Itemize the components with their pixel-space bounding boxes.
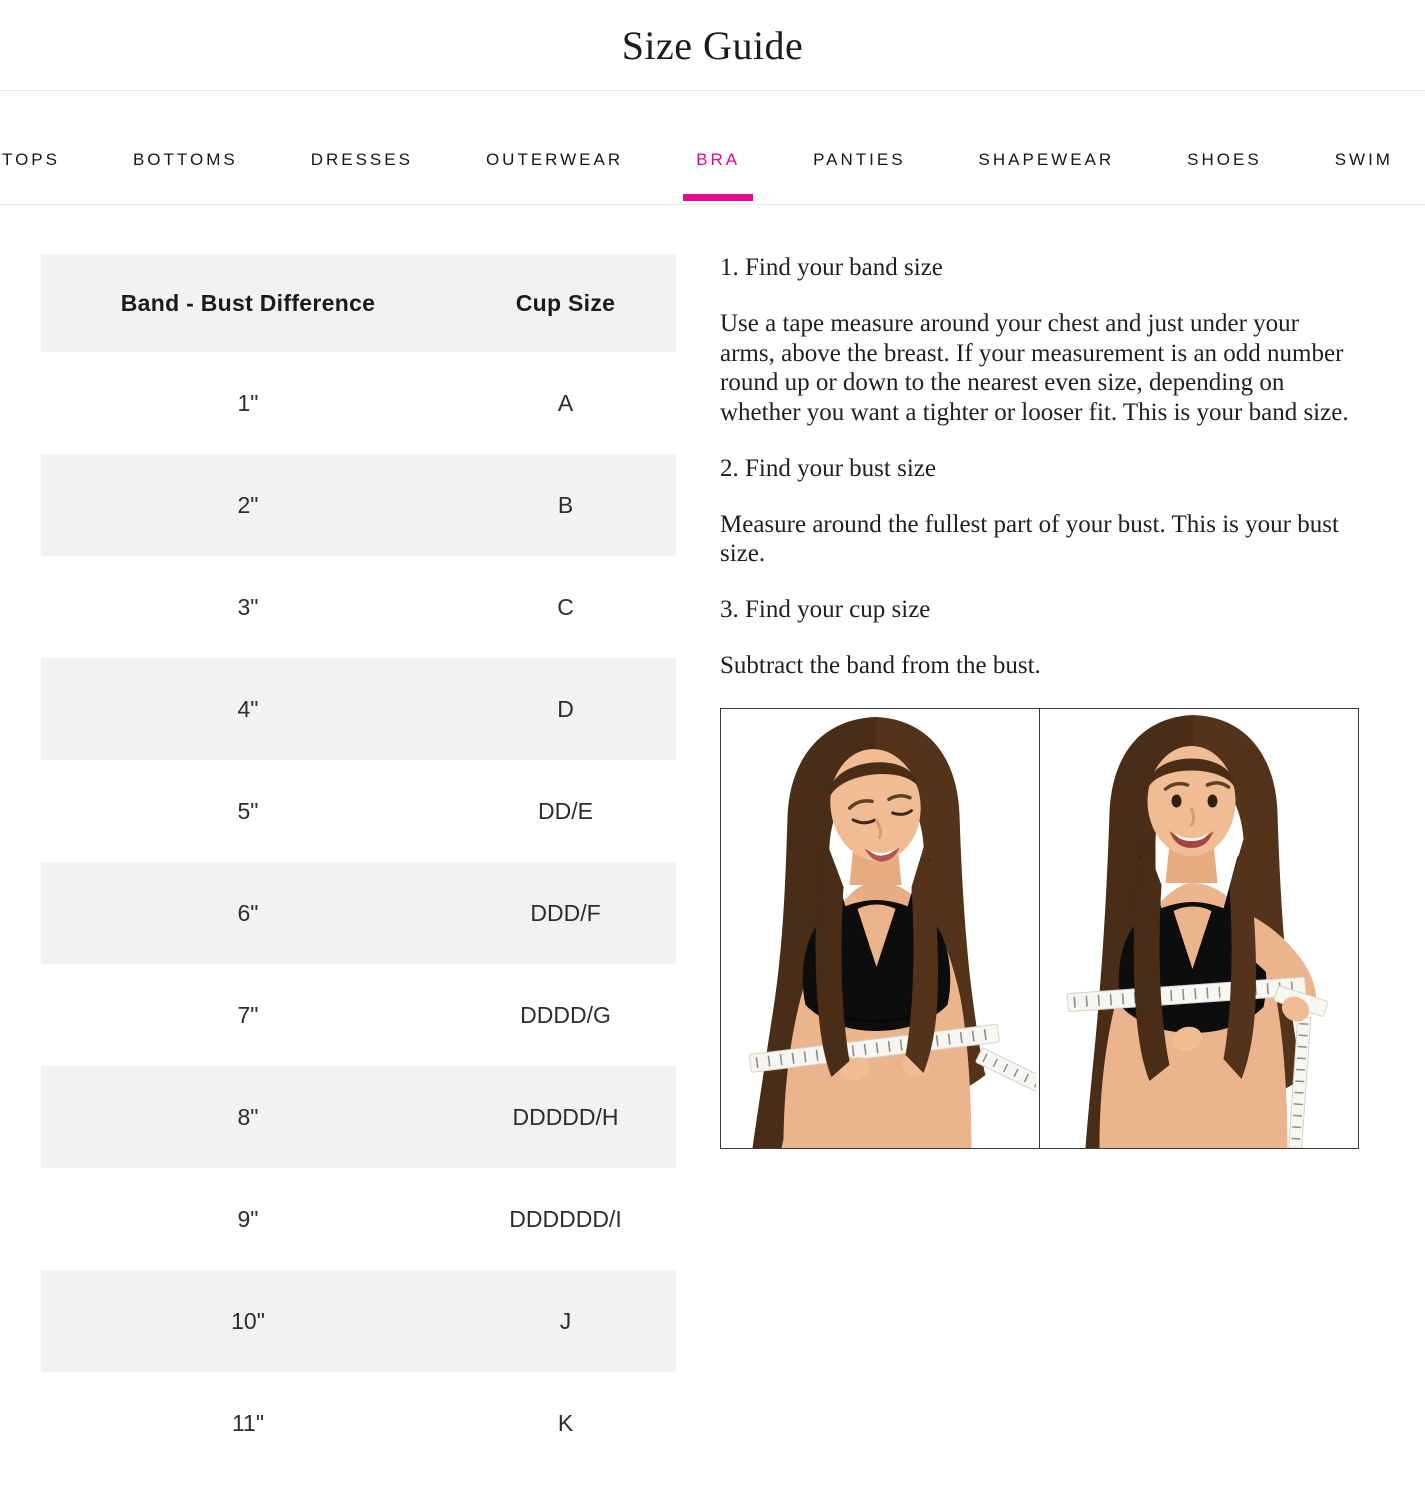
cup-size-cell: A: [557, 389, 574, 416]
size-guide-content: [0, 205, 1425, 1474]
size-guide-header: [0, 0, 1425, 91]
band-bust-difference-cell: 1": [237, 389, 259, 416]
instruction-step-heading: 3. Find your cup size: [720, 596, 931, 623]
size-row: [41, 1066, 676, 1168]
tab-label: SHAPEWEAR: [978, 149, 1115, 169]
tab-tops[interactable]: [2, 115, 60, 204]
band-bust-difference-cell: 7": [237, 1001, 259, 1028]
tab-label: TOPS: [2, 149, 60, 169]
table-header-row: [41, 254, 676, 352]
cup-size-cell: J: [559, 1307, 572, 1334]
tab-swim[interactable]: [1335, 115, 1393, 204]
page-title: Size Guide: [621, 22, 804, 68]
photo-bust-measurement: [1043, 709, 1358, 1148]
cup-size-cell: DD/E: [538, 797, 593, 824]
tab-panties[interactable]: [813, 115, 905, 204]
cup-size-cell: K: [557, 1409, 574, 1436]
tab-label: SHOES: [1187, 149, 1262, 169]
size-table-section: [41, 254, 676, 1474]
tab-label: OUTERWEAR: [485, 149, 624, 169]
cup-size-cell: DDDDD/H: [512, 1103, 619, 1130]
band-measurement-illustration: [721, 709, 1036, 1148]
tab-dresses[interactable]: [311, 115, 413, 204]
cup-size-cell: DDD/F: [530, 899, 601, 926]
band-bust-difference-cell: 10": [231, 1307, 265, 1334]
cup-size-table: [41, 254, 676, 1474]
size-row: [41, 964, 676, 1066]
band-bust-difference-cell: 11": [231, 1409, 265, 1436]
instruction-step-heading: 1. Find your band size: [720, 254, 943, 281]
instructions-section: [720, 254, 1361, 1474]
tab-outerwear[interactable]: [486, 115, 623, 204]
size-row: [41, 454, 676, 556]
cup-size-cell: DDDD/G: [520, 1001, 611, 1028]
tab-shoes[interactable]: [1187, 115, 1262, 204]
instruction-step-heading: 2. Find your bust size: [720, 454, 936, 482]
band-bust-difference-cell: 2": [237, 491, 259, 518]
size-row: [41, 1270, 676, 1372]
band-bust-difference-header: Band - Bust Difference: [120, 289, 376, 316]
cup-size-cell: B: [557, 491, 574, 518]
instruction-step-body: Use a tape measure around your chest and just under your arms, above the breast. If your measurement is an odd number round up or down to the nearest even size, depending on whether you want a tighter or looser fit. This is your band size.: [720, 309, 1349, 426]
instruction-step-body: Subtract the band from the bust.: [720, 651, 1041, 679]
size-row: [41, 760, 676, 862]
band-bust-difference-cell: 5": [237, 797, 259, 824]
band-bust-difference-cell: 8": [237, 1103, 259, 1130]
band-bust-difference-cell: 6": [237, 899, 259, 926]
photo-divider: [1039, 709, 1040, 1148]
size-row: [41, 658, 676, 760]
tab-label: BOTTOMS: [132, 149, 238, 169]
photo-band-measurement: [721, 709, 1036, 1148]
tab-shapewear[interactable]: [979, 115, 1115, 204]
band-bust-difference-cell: 4": [237, 695, 259, 722]
category-tabs: [0, 91, 1425, 205]
size-row: [41, 556, 676, 658]
cup-size-header: Cup Size: [515, 289, 616, 316]
size-row: [41, 1168, 676, 1270]
measurement-photos: [720, 708, 1359, 1149]
active-tab-underline: [683, 194, 753, 201]
size-row: [41, 352, 676, 454]
tab-label: DRESSES: [310, 149, 413, 169]
cup-size-cell: D: [557, 695, 574, 722]
tab-label: SWIM: [1334, 149, 1393, 169]
size-row: [41, 862, 676, 964]
size-row: [41, 1372, 676, 1474]
band-bust-difference-cell: 9": [237, 1205, 259, 1232]
cup-size-cell: DDDDDD/I: [509, 1205, 622, 1232]
measuring-instructions: [720, 254, 1360, 681]
bust-measurement-illustration: [1043, 709, 1358, 1148]
band-bust-difference-cell: 3": [237, 593, 259, 620]
tab-bra[interactable]: [696, 115, 740, 204]
tab-bottoms[interactable]: [133, 115, 238, 204]
instruction-step-body: Measure around the fullest part of your bust. This is your bust size.: [720, 510, 1339, 568]
tab-label: PANTIES: [813, 149, 906, 169]
tab-label: BRA: [696, 149, 741, 169]
cup-size-cell: C: [557, 593, 574, 620]
